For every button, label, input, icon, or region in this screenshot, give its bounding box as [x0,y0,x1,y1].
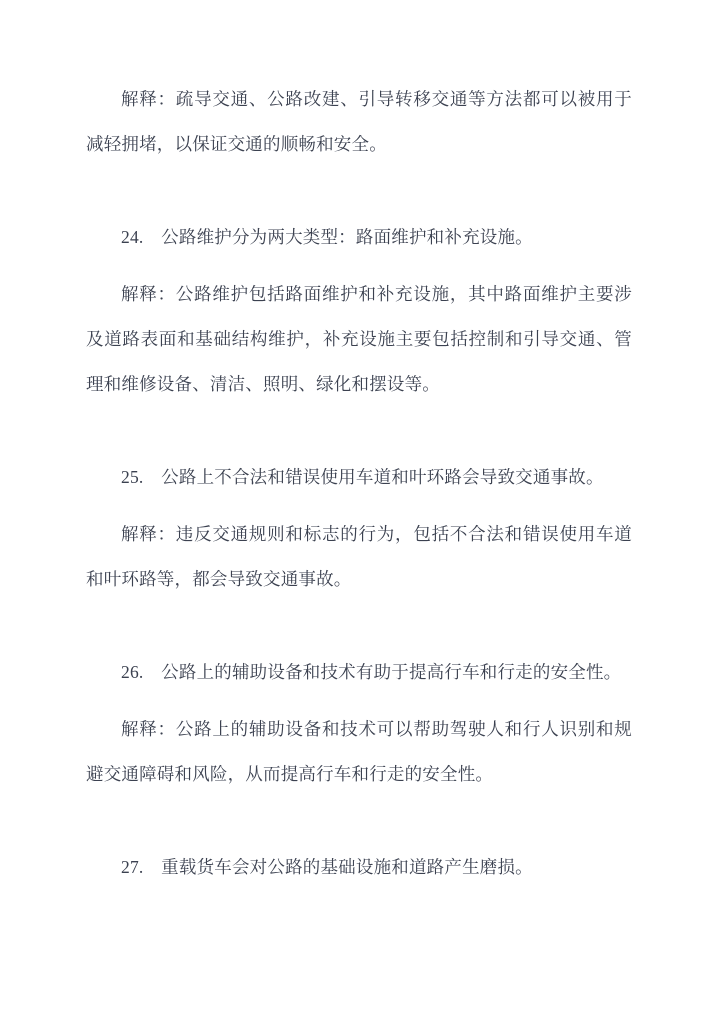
explanation-paragraph: 解释：公路维护包括路面维护和补充设施，其中路面维护主要涉及道路表面和基础结构维护，补充设施主要包括控制和引导交通、管理和维修设备、清洁、照明、绿化和摆设等。 [86,284,632,394]
explanation-paragraph: 解释：公路上的辅助设备和技术可以帮助驾驶人和行人识别和规避交通障碍和风险，从而提高行车和行走的安全性。 [86,719,632,784]
explanation-paragraph: 解释：违反交通规则和标志的行为，包括不合法和错误使用车道和叶环路等，都会导致交通事故。 [86,524,632,589]
item-statement-26: 26. 公路上的辅助设备和技术有助于提高行车和行走的安全性。 [121,662,622,682]
item-statement-25: 25. 公路上不合法和错误使用车道和叶环路会导致交通事故。 [121,467,604,487]
item-statement-24: 24. 公路维护分为两大类型：路面维护和补充设施。 [121,227,533,247]
item-statement-27: 27. 重载货车会对公路的基础设施和道路产生磨损。 [121,857,533,877]
explanation-paragraph: 解释：疏导交通、公路改建、引导转移交通等方法都可以被用于减轻拥堵，以保证交通的顺畅和安全。 [86,89,632,154]
